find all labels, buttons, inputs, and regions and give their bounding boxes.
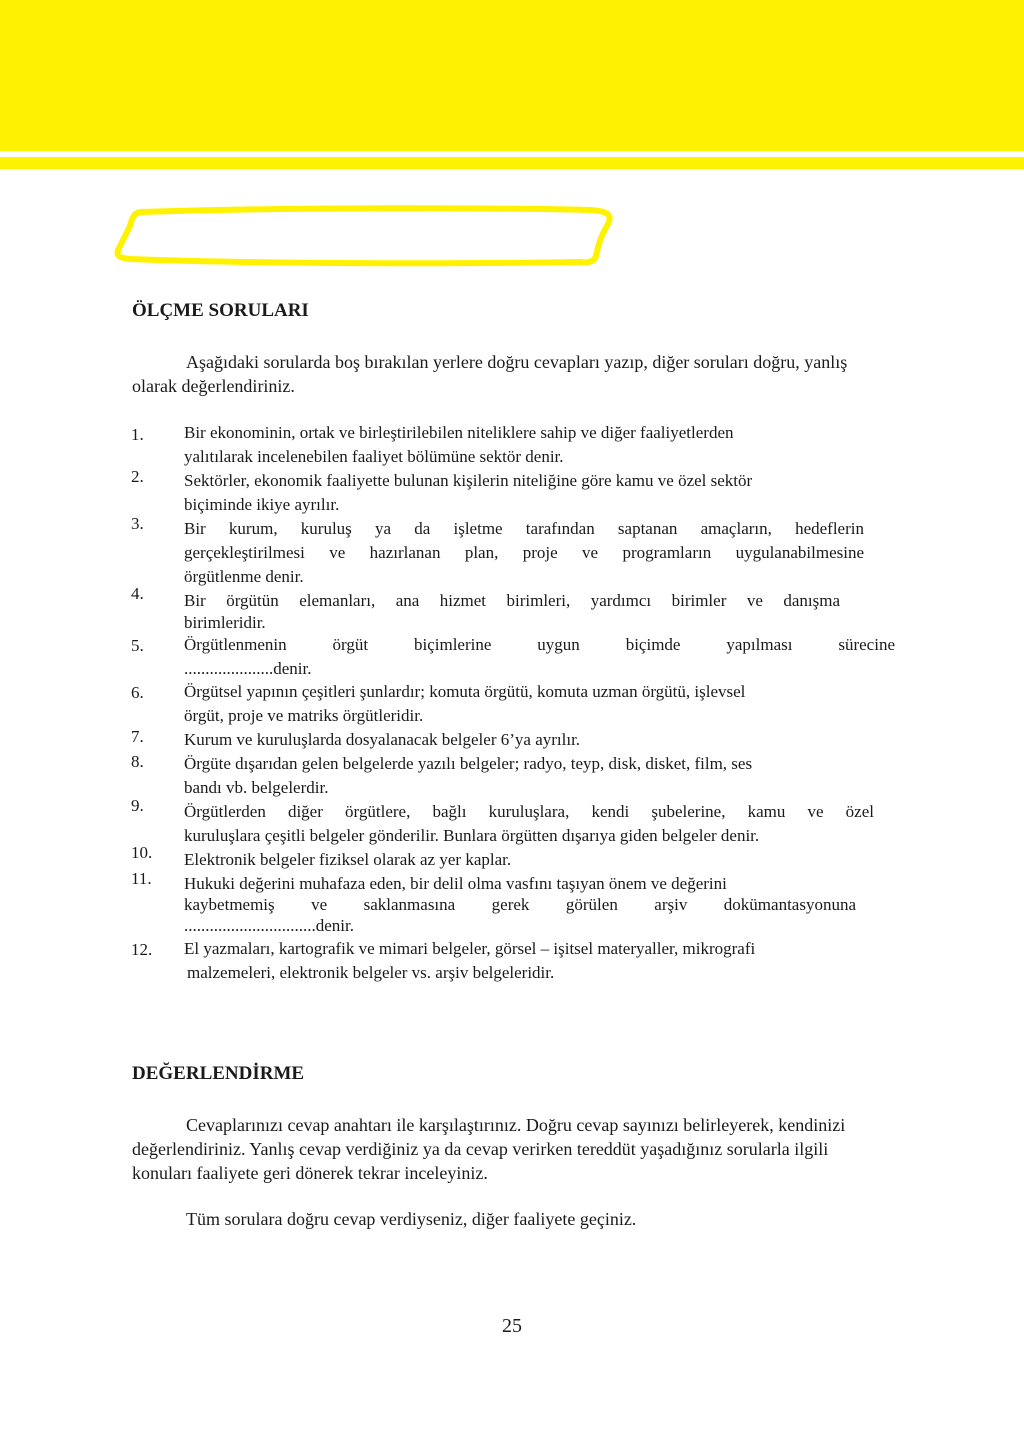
question-text [184,590,840,634]
instructions-paragraph: Aşağıdaki sorularda boş bırakılan yerlere doğru cevapları yazıp, diğer soruları doğru, yanlış olarak değerlendiriniz. [132,352,848,396]
question-number: 5. [131,636,144,655]
question-text [184,848,511,872]
question-line: örgüt, proje ve matriks örgütleridir. [184,706,424,725]
title-badge-outline [110,204,615,270]
question-text [184,752,752,800]
question-line: birimleridir. [184,613,266,632]
question-line: biçiminde ikiye ayrılır. [184,495,340,514]
question-text [184,517,864,589]
question-line: Örgütlenmenin örgüt biçimlerine uygun biçimde yapılması sürecine [184,635,895,654]
question-number: 6. [131,683,144,702]
question-number: 12. [131,940,153,959]
evaluation-title: DEĞERLENDİRME [132,1063,305,1084]
question-line: Elektronik belgeler fiziksel olarak az yer kaplar. [184,850,512,869]
question-line: gerçekleştirilmesi ve hazırlanan plan, proje ve programların uygulanabilmesine [184,543,864,562]
question-text [184,421,734,469]
question-number: 2. [131,467,144,486]
question-text [184,937,755,985]
question-line: ...............................denir. [184,916,354,935]
question-line: bandı vb. belgelerdir. [184,778,329,797]
question-number: 4. [131,584,144,603]
question-line: Bir örgütün elemanları, ana hizmet birimleri, yardımcı birimler ve danışma [184,591,840,610]
question-line: Kurum ve kuruluşlarda dosyalanacak belgeler 6’ya ayrılır. [184,730,581,749]
question-number: 7. [131,727,144,746]
question-line: örgütlenme denir. [184,567,304,586]
question-line: Örgütlerden diğer örgütlere, bağlı kuruluşlara, kendi şubelerine, kamu ve özel [184,802,874,821]
question-number: 3. [131,514,144,533]
question-text [184,633,895,681]
question-text [184,680,745,728]
question-line: malzemeleri, elektronik belgeler vs. arşiv belgeleridir. [187,963,555,982]
question-line: kuruluşlara çeşitli belgeler gönderilir. Bunlara örgütten dışarıya giden belgeler denir. [184,826,760,845]
question-line: Örgütsel yapının çeşitleri şunlardır; komuta örgütü, komuta uzman örgütü, işlevsel [184,682,746,701]
header-yellow-stripe [0,157,1024,169]
question-text [184,469,752,517]
question-line: Hukuki değerini muhafaza eden, bir delil olma vasfını taşıyan önem ve değerini [184,874,727,893]
question-line: kaybetmemiş ve saklanmasına gerek görülen arşiv dokümantasyonuna [184,895,856,914]
section-title: ÖLÇME SORULARI [132,300,309,321]
question-line: El yazmaları, kartografik ve mimari belgeler, görsel – işitsel materyaller, mikrografi [184,939,756,958]
header-yellow-band [0,0,1024,151]
question-number: 11. [131,869,152,888]
question-line: Sektörler, ekonomik faaliyette bulunan kişilerin niteliğine göre kamu ve özel sektör [184,471,753,490]
question-text [184,800,874,848]
question-text [184,873,856,936]
question-line: .....................denir. [184,659,312,678]
question-number: 9. [131,796,144,815]
question-line: Bir kurum, kuruluş ya da işletme tarafından saptanan amaçların, hedeflerin [184,519,864,538]
question-number: 10. [131,843,153,862]
question-line: Bir ekonominin, ortak ve birleştirilebilen niteliklere sahip ve diğer faaliyetlerden [184,423,734,442]
page-number: 25 [502,1315,522,1337]
question-number: 8. [131,752,144,771]
evaluation-paragraph: Cevaplarınızı cevap anahtarı ile karşılaştırınız. Doğru cevap sayınızı belirleyerek, kendinizi değerlendiriniz. Yanlış cevap verdiğiniz ya da cevap verirken tereddüt yaşadığınız sorularla ilgili konuları faaliyete geri dönerek tekrar inceleyiniz. [132,1115,846,1183]
evaluation-closing-paragraph: Tüm sorulara doğru cevap verdiyseniz, diğer faaliyete geçiniz. [186,1209,637,1229]
question-text [184,728,580,752]
question-number: 1. [131,425,144,444]
question-line: Örgüte dışarıdan gelen belgelerde yazılı belgeler; radyo, teyp, disk, disket, film, ses [184,754,753,773]
question-line: yalıtılarak incelenebilen faaliyet bölümüne sektör denir. [184,447,564,466]
